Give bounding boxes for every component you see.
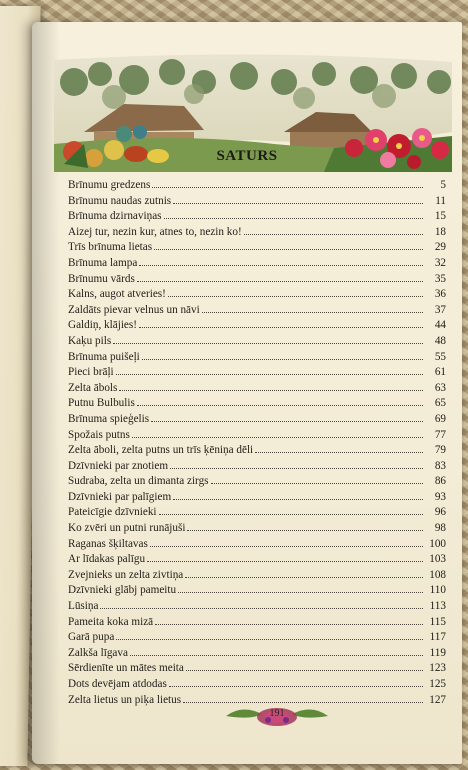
toc-entry-title: Kalns, augot atveries! [68, 288, 166, 301]
toc-entry-title: Zvejnieks un zelta zivtiņa [68, 568, 184, 581]
toc-entry [68, 505, 446, 521]
leader-dots [113, 343, 423, 344]
leader-dots [137, 281, 423, 282]
leader-dots [164, 218, 423, 219]
page-number: 191 [269, 708, 285, 719]
toc-entry-page: 115 [429, 615, 446, 628]
toc-entry-title: Garā pupa [68, 631, 115, 644]
toc-entry [68, 396, 446, 412]
toc-entry-page: 79 [434, 444, 446, 457]
toc-entry [68, 272, 446, 288]
leader-dots [147, 561, 423, 562]
toc-entry-page: 48 [434, 334, 446, 347]
toc-entry-page: 117 [429, 631, 446, 644]
leader-dots [159, 514, 423, 515]
toc-entry-page: 5 [440, 179, 446, 191]
leader-dots [186, 670, 423, 671]
toc-entry-title: Dots devējam atdodas [68, 678, 167, 690]
toc-entry-page: 55 [434, 350, 446, 363]
toc-entry-page: 103 [429, 553, 446, 566]
toc-entry-page: 93 [434, 490, 446, 503]
leader-dots [173, 203, 423, 204]
toc-entry-title: Brīnuma spieģelis [68, 412, 150, 425]
toc-entry-title: Dzīvnieki par palīgiem [68, 490, 172, 503]
leader-dots [178, 592, 423, 593]
toc-entry-title: Spožais putns [68, 428, 130, 441]
leader-dots [168, 296, 423, 297]
toc-title: SATURS [216, 148, 278, 164]
toc-entry-page: 83 [434, 459, 446, 472]
leader-dots [137, 405, 423, 406]
toc-entry-title: Raganas šķiltavas [68, 537, 148, 550]
toc-entry-title: Pieci brāļi [68, 366, 114, 379]
toc-entry [68, 287, 446, 303]
toc-entry-page: 36 [434, 288, 446, 301]
toc-entry-title: Zelta ābols [68, 381, 118, 394]
toc-entry-title: Pateicīgie dzīvnieki [68, 506, 157, 519]
toc-entry [68, 615, 446, 631]
toc-entry [68, 209, 446, 225]
toc-entry-title: Lūsiņa [68, 600, 99, 613]
leader-dots [132, 437, 423, 438]
toc-entry [68, 443, 446, 459]
toc-entry-page: 61 [434, 366, 446, 379]
toc-entry-title: Brīnumu vārds [68, 272, 135, 285]
toc-entry-title: Ko zvēri un putni runājuši [68, 522, 186, 535]
toc-entry-title: Brīnuma dzirnaviņas [68, 210, 162, 223]
toc-entry-page: 77 [434, 428, 446, 441]
leader-dots [150, 546, 423, 547]
toc-entry [68, 381, 446, 397]
leader-dots [116, 639, 423, 640]
toc-entry-page: 44 [434, 319, 446, 332]
leader-dots [151, 421, 423, 422]
leader-dots [211, 483, 423, 484]
toc-entry-title: Zelta āboli, zelta putns un trīs ķēniņa dēli [68, 444, 254, 457]
toc-entry [68, 661, 446, 677]
leader-dots [173, 499, 423, 500]
toc-entry [68, 599, 446, 615]
toc-entry-title: Brīnuma puišeļi [68, 350, 140, 363]
toc-entry [68, 240, 446, 256]
toc-entry-page: 119 [429, 646, 446, 659]
toc-entry-page: 123 [429, 662, 446, 675]
toc-entry-title: Ar līdakas palīgu [68, 553, 146, 566]
toc-entry-title: Putnu Bulbulis [68, 397, 135, 410]
toc-entry [68, 537, 446, 553]
toc-entry [68, 552, 446, 568]
toc-entry [68, 350, 446, 366]
leader-dots [100, 608, 423, 609]
leader-dots [155, 624, 423, 625]
toc-entry [68, 194, 446, 210]
toc-entry [68, 318, 446, 334]
leader-dots [152, 187, 423, 188]
leader-dots [170, 468, 423, 469]
toc-entry-title: Brīnumu naudas zutnis [68, 194, 172, 207]
toc-entry [68, 630, 446, 646]
toc-entry-page: 65 [434, 397, 446, 410]
toc-entry [68, 646, 446, 662]
toc-entry [68, 412, 446, 428]
toc-entry-page: 15 [434, 210, 446, 223]
toc-entry [68, 365, 446, 381]
leader-dots [185, 577, 423, 578]
toc-entry [68, 521, 446, 537]
toc-entry-title: Zelta lietus un piķa lietus [68, 693, 182, 706]
leader-dots [255, 452, 423, 453]
toc-entry-page: 100 [429, 537, 446, 550]
leader-dots [130, 655, 423, 656]
toc-entry-page: 69 [434, 412, 446, 425]
toc-entry [68, 428, 446, 444]
toc-entry-page: 11 [435, 194, 446, 207]
toc-entry [68, 178, 446, 194]
leader-dots [187, 530, 423, 531]
book-page [32, 22, 462, 764]
toc-entry-title: Trīs brīnuma lietas [68, 241, 153, 254]
toc-entry-page: 37 [434, 303, 446, 316]
toc-entry [68, 568, 446, 584]
leader-dots [142, 359, 423, 360]
toc-entry-page: 86 [434, 475, 446, 488]
leader-dots [169, 686, 423, 687]
toc-entry [68, 490, 446, 506]
toc-entry-title: Brīnumu gredzens [68, 179, 151, 191]
page-footer [222, 700, 332, 730]
toc-entry-title: Brīnuma lampa [68, 256, 138, 269]
toc-entry-title: Galdiņ, klājies! [68, 319, 137, 332]
toc-entry-page: 29 [434, 241, 446, 254]
toc-entry [68, 225, 446, 241]
leader-dots [139, 327, 423, 328]
toc-entry-page: 35 [434, 272, 446, 285]
toc-entry-page: 113 [429, 600, 446, 613]
leader-dots [116, 374, 423, 375]
toc-entry [68, 459, 446, 475]
toc-entry [68, 474, 446, 490]
toc-entry [68, 256, 446, 272]
toc-list [68, 178, 446, 708]
toc-entry-page: 98 [434, 522, 446, 535]
toc-entry-title: Sudraba, zelta un dimanta zirgs [68, 475, 209, 488]
toc-entry [68, 583, 446, 599]
toc-entry-page: 108 [429, 568, 446, 581]
leader-dots [244, 234, 423, 235]
toc-entry-title: Pameita koka mizā [68, 615, 154, 628]
toc-entry [68, 303, 446, 319]
toc-entry [68, 677, 446, 693]
toc-entry-title: Zaldāts pievar velnus un nāvi [68, 303, 200, 316]
toc-entry-title: Aizej tur, nezin kur, atnes to, nezin ko! [68, 225, 242, 238]
toc-entry [68, 334, 446, 350]
leader-dots [139, 265, 423, 266]
toc-entry-page: 18 [434, 225, 446, 238]
leader-dots [202, 312, 423, 313]
toc-entry-page: 32 [434, 256, 446, 269]
toc-entry-page: 63 [434, 381, 446, 394]
toc-entry-title: Sērdienīte un mātes meita [68, 662, 184, 675]
leader-dots [154, 249, 423, 250]
toc-entry-page: 110 [429, 584, 446, 597]
toc-entry-title: Dzīvnieki glābj pameitu [68, 584, 177, 597]
toc-entry-title: Dzīvnieki par znotiem [68, 459, 169, 472]
leader-dots [119, 390, 423, 391]
toc-entry-title: Kaķu pils [68, 334, 112, 347]
toc-entry-page: 127 [429, 693, 446, 706]
toc-entry-page: 125 [429, 678, 446, 690]
toc-entry-title: Zalkša līgava [68, 646, 128, 659]
toc-entry-page: 96 [434, 506, 446, 519]
